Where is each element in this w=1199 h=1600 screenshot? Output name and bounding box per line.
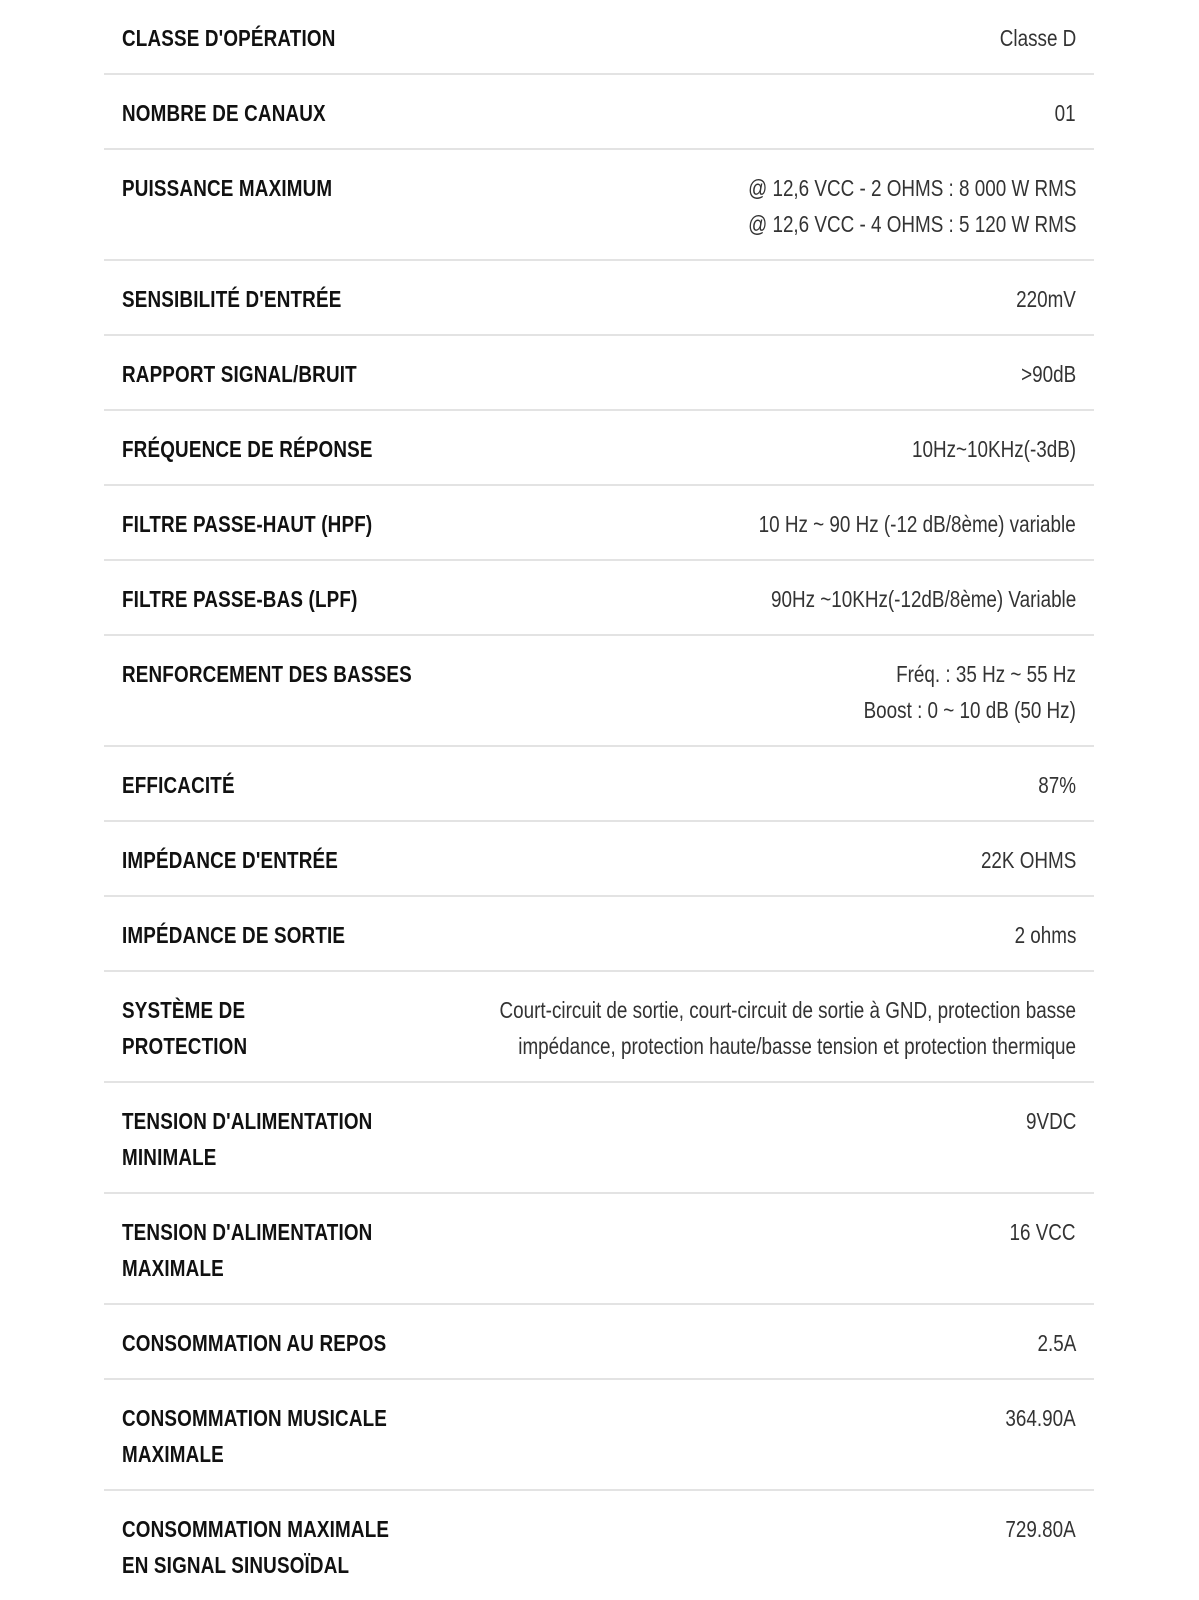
spec-value-line: 2.5A [1037,1330,1076,1356]
spec-value [1021,356,1076,392]
spec-label: NOMBRE DE CANAUX [122,100,326,126]
spec-row-impedance-entree [104,822,1094,897]
spec-value [864,656,1076,728]
spec-label: CONSOMMATION MAXIMALE EN SIGNAL SINUSOÏDAL [122,1516,390,1578]
spec-label: SENSIBILITÉ D'ENTRÉE [122,286,342,312]
spec-label: FRÉQUENCE DE RÉPONSE [122,436,373,462]
spec-row-rapport-signal-bruit [104,336,1094,411]
spec-value [500,992,1076,1064]
spec-row-systeme-protection [104,972,1094,1083]
spec-row-frequence-reponse [104,411,1094,486]
spec-label: TENSION D'ALIMENTATION MINIMALE [122,1108,373,1170]
spec-value-line: 220mV [1016,286,1076,312]
spec-row-puissance-maximum [104,150,1094,261]
spec-value-line: 10Hz~10KHz(-3dB) [911,436,1076,462]
spec-row-efficacite [104,747,1094,822]
spec-value-line: Fréq. : 35 Hz ~ 55 Hz [896,661,1076,687]
spec-value [1006,1511,1076,1547]
spec-value-line: 16 VCC [1009,1219,1076,1245]
spec-value-line: 22K OHMS [980,847,1076,873]
spec-row-consommation-sinusoidal [104,1491,1094,1600]
spec-row-renforcement-basses [104,636,1094,747]
spec-label: TENSION D'ALIMENTATION MAXIMALE [122,1219,373,1281]
spec-label: IMPÉDANCE D'ENTRÉE [122,847,338,873]
spec-row-tension-minimale [104,1083,1094,1194]
spec-row-consommation-musicale [104,1380,1094,1491]
spec-label: CONSOMMATION AU REPOS [122,1330,387,1356]
spec-row-filtre-passe-bas [104,561,1094,636]
spec-label: RENFORCEMENT DES BASSES [122,661,412,687]
spec-value [759,506,1076,542]
spec-row-filtre-passe-haut [104,486,1094,561]
spec-value-line: 90Hz ~10KHz(-12dB/8ème) Variable [770,586,1076,612]
spec-value-line: 729.80A [1005,1516,1076,1542]
spec-value [1016,281,1076,317]
spec-row-consommation-repos [104,1305,1094,1380]
spec-value-line: 01 [1055,100,1076,126]
spec-row-sensibilite-entree [104,261,1094,336]
spec-label: SYSTÈME DE PROTECTION [122,997,248,1059]
spec-label: FILTRE PASSE-BAS (LPF) [122,586,358,612]
spec-row-nombre-canaux [104,75,1094,150]
spec-value [1037,1325,1076,1361]
spec-value [1006,1400,1076,1436]
spec-table [104,0,1094,1600]
spec-label: CONSOMMATION MUSICALE MAXIMALE [122,1405,388,1467]
spec-value-line: @ 12,6 VCC - 4 OHMS : 5 120 W RMS [747,211,1076,237]
spec-value-line: impédance, protection haute/basse tension et protection thermique [518,1033,1076,1059]
spec-value-line: Classe D [999,25,1076,51]
spec-value [912,431,1076,467]
spec-label: CLASSE D'OPÉRATION [122,25,336,51]
spec-value [1055,95,1076,131]
spec-label: FILTRE PASSE-HAUT (HPF) [122,511,373,537]
spec-row-impedance-sortie [104,897,1094,972]
spec-value-line: >90dB [1020,361,1076,387]
spec-label: EFFICACITÉ [122,772,235,798]
spec-value [999,20,1076,56]
spec-row-classe-operation [104,0,1094,75]
spec-value-line: 10 Hz ~ 90 Hz (-12 dB/8ème) variable [758,511,1076,537]
spec-label: PUISSANCE MAXIMUM [122,175,333,201]
spec-value [1038,767,1076,803]
spec-value [748,170,1076,242]
spec-value-line: 87% [1038,772,1076,798]
spec-value-line: @ 12,6 VCC - 2 OHMS : 8 000 W RMS [747,175,1076,201]
spec-value [1014,917,1076,953]
spec-label: IMPÉDANCE DE SORTIE [122,922,346,948]
spec-value-line: 364.90A [1005,1405,1076,1431]
spec-value-line: Court-circuit de sortie, court-circuit de sortie à GND, protection basse [499,997,1076,1023]
spec-value [981,842,1076,878]
spec-value-line: 9VDC [1025,1108,1076,1134]
spec-label: RAPPORT SIGNAL/BRUIT [122,361,357,387]
spec-value [1010,1214,1076,1250]
spec-value [771,581,1076,617]
spec-value-line: 2 ohms [1014,922,1076,948]
spec-row-tension-maximale [104,1194,1094,1305]
spec-value-line: Boost : 0 ~ 10 dB (50 Hz) [863,697,1076,723]
spec-value [1026,1103,1076,1139]
